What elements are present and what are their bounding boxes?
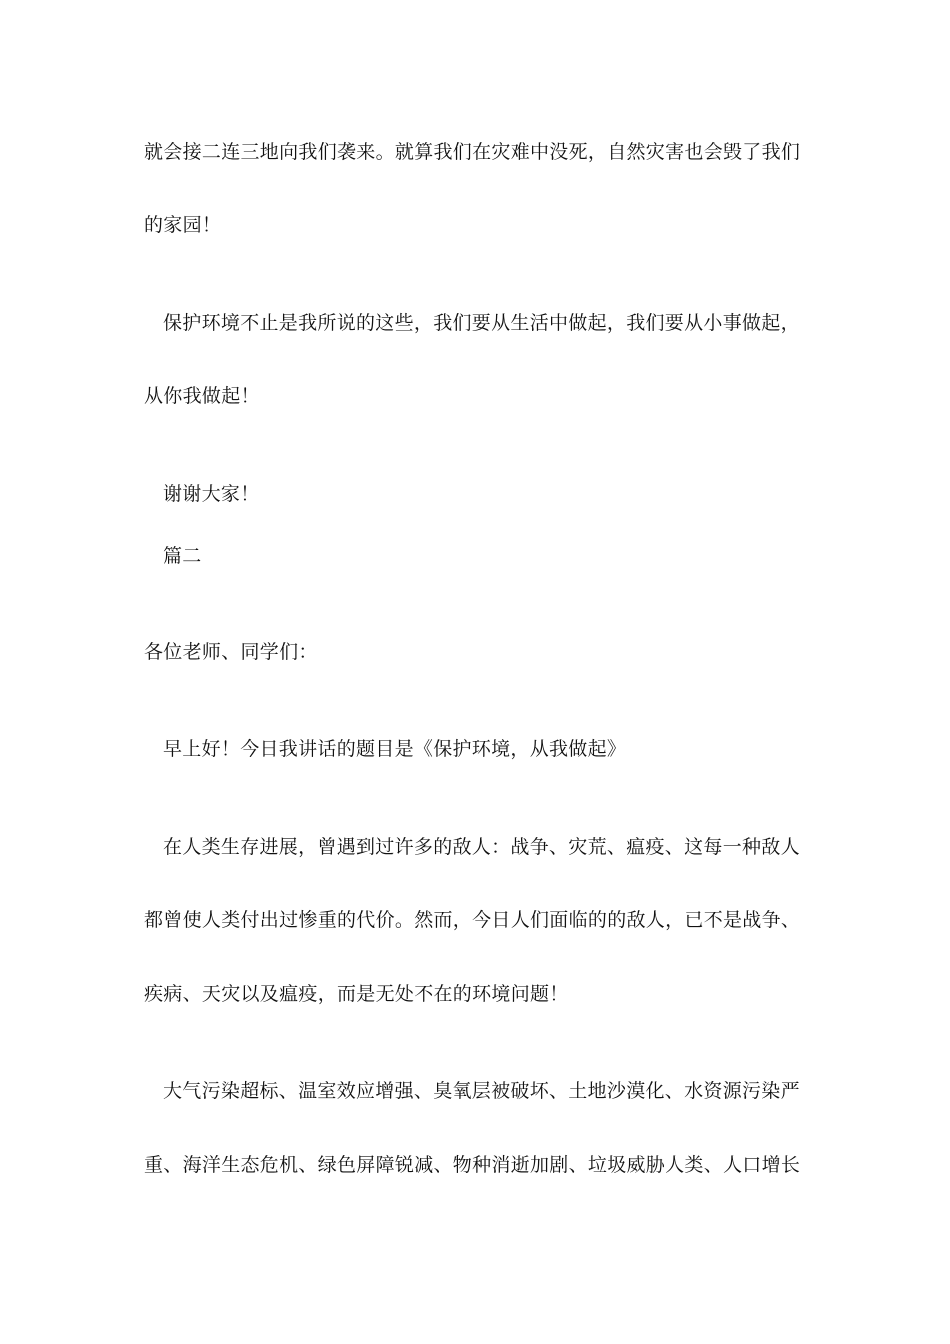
text-line: 重、海洋生态危机、绿色屏障锐减、物种消逝加剧、垃圾威胁人类、人口增长: [144, 1154, 801, 1176]
text-line: 就会接二连三地向我们袭来。就算我们在灾难中没死，自然灾害也会毁了我们: [144, 141, 801, 163]
paragraph-first-line: 大气污染超标、温室效应增强、臭氧层被破坏、土地沙漠化、水资源污染严: [163, 1080, 800, 1102]
text-line: 都曾使人类付出过惨重的代价。然而，今日人们面临的的敌人，已不是战争、: [144, 909, 801, 931]
text-line: 从你我做起！: [144, 385, 260, 407]
text-line: 的家园！: [144, 214, 222, 236]
section-heading: 篇二: [163, 545, 202, 567]
paragraph-first-line: 在人类生存进展，曾遇到过许多的敌人：战争、灾荒、瘟疫、这每一种敌人: [163, 836, 800, 858]
paragraph-first-line: 早上好！今日我讲话的题目是《保护环境，从我做起》: [163, 738, 627, 760]
text-line: 疾病、天灾以及瘟疫，而是无处不在的环境问题！: [144, 983, 569, 1005]
paragraph-first-line: 谢谢大家！: [163, 483, 260, 505]
salutation: 各位老师、同学们：: [144, 641, 318, 663]
paragraph-first-line: 保护环境不止是我所说的这些，我们要从生活中做起，我们要从小事做起，: [163, 312, 800, 334]
